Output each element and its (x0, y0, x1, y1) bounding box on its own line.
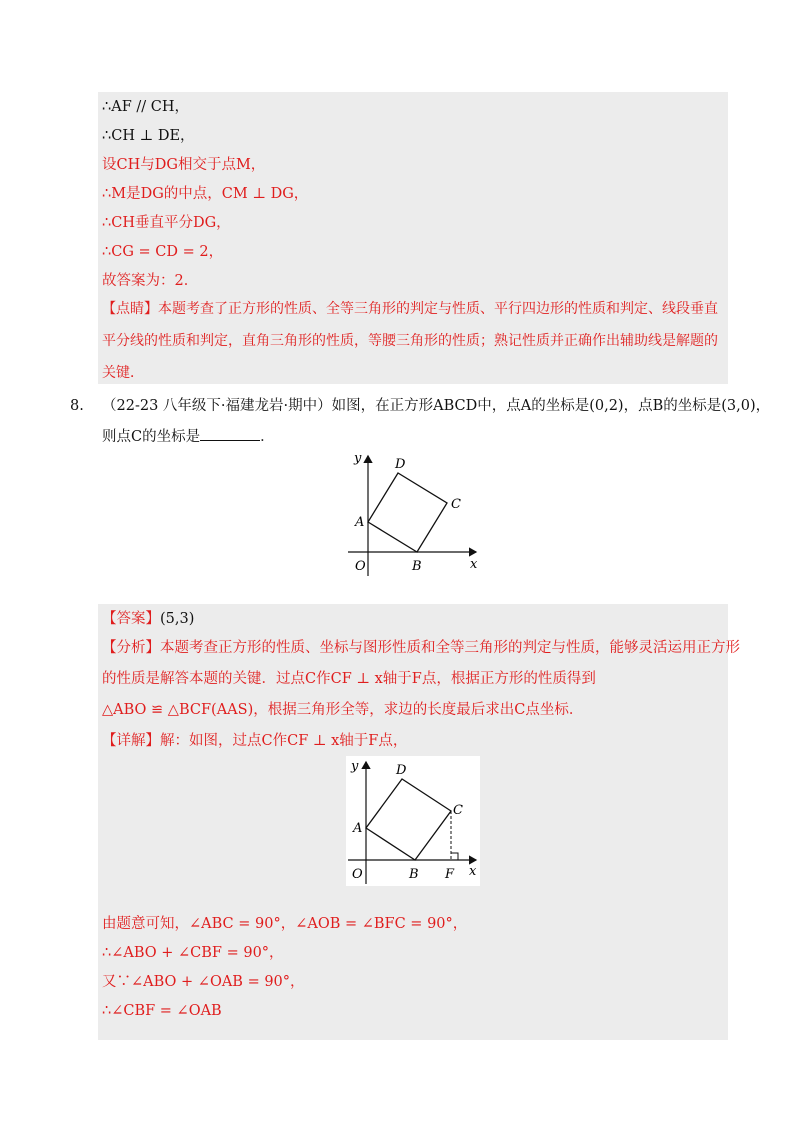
analysis-line-2: 的性质是解答本题的关键．过点C作CF ⊥ x轴于F点，根据正方形的性质得到 (102, 671, 596, 687)
square-abcd (368, 473, 447, 552)
label-b: B (409, 867, 419, 882)
figure-square-coordinate (340, 450, 490, 578)
analysis-tag: 【分析】 (102, 640, 160, 656)
answer-tag: 【答案】 (102, 611, 160, 627)
stem-period: ． (260, 429, 275, 445)
step-line-3: 又∵∠ABO + ∠OAB = 90°， (102, 974, 305, 990)
detail-line (102, 730, 407, 752)
label-x: x (470, 557, 478, 572)
label-b: B (412, 559, 422, 574)
label-x: x (469, 864, 477, 879)
label-y: y (351, 759, 359, 774)
sol7-line-1: ∴AF // CH， (102, 99, 189, 115)
question-stem-line-1: （22-23 八年级下·福建龙岩·期中）如图，在正方形ABCD中，点A的坐标是(0,2)，点B的坐标是(3,0)， (102, 398, 771, 414)
right-angle-mark (451, 853, 458, 860)
label-d: D (395, 457, 406, 472)
label-c: C (453, 803, 463, 818)
stem-text: 则点C的坐标是 (102, 429, 201, 445)
question-stem-line-2 (102, 426, 275, 448)
analysis-line-3: △ABO ≌ △BCF(AAS)，根据三角形全等，求边的长度最后求出C点坐标． (102, 702, 584, 718)
sol7-line-4: ∴M是DG的中点，CM ⊥ DG， (102, 186, 309, 202)
question-number: 8. (70, 398, 84, 414)
detail-text: 解：如图，过点C作CF ⊥ x轴于F点， (160, 733, 408, 749)
sol7-line-2: ∴CH ⊥ DE， (102, 128, 195, 144)
answer-line (102, 608, 194, 630)
sol7-line-6: ∴CG = CD = 2， (102, 244, 224, 260)
square-abcd (366, 779, 451, 860)
analysis-line-1 (102, 637, 740, 659)
sol7-line-7: 故答案为：2． (102, 273, 199, 289)
label-a: A (353, 821, 363, 836)
step-line-2: ∴∠ABO + ∠CBF = 90°， (102, 945, 284, 961)
step-line-1: 由题意可知，∠ABC = 90°，∠AOB = ∠BFC = 90°， (102, 916, 468, 932)
comment-text: 本题考查了正方形的性质、全等三角形的判定与性质、平行四边形的性质和判定、线段垂直平分线的性质和判定，直角三角形的性质，等腰三角形的性质；熟记性质并正确作出辅助线是解题的关键． (102, 301, 718, 381)
sol7-comment (102, 293, 724, 389)
label-c: C (451, 497, 461, 512)
step-line-4: ∴∠CBF = ∠OAB (102, 1003, 222, 1019)
label-o: O (355, 559, 366, 574)
figure-square-with-perpendicular (346, 756, 480, 886)
label-a: A (355, 515, 365, 530)
analysis-text-1: 本题考查正方形的性质、坐标与图形性质和全等三角形的判定与性质，能够灵活运用正方形 (160, 640, 740, 656)
label-o: O (352, 867, 363, 882)
comment-tag: 【点睛】 (102, 301, 158, 317)
answer-value: (5,3) (160, 611, 195, 627)
label-y: y (354, 451, 362, 466)
label-f: F (445, 867, 455, 882)
sol7-line-3: 设CH与DG相交于点M， (102, 157, 266, 173)
label-d: D (396, 763, 407, 778)
answer-blank (200, 426, 260, 441)
sol7-line-5: ∴CH垂直平分DG， (102, 215, 231, 231)
detail-tag: 【详解】 (102, 733, 160, 749)
